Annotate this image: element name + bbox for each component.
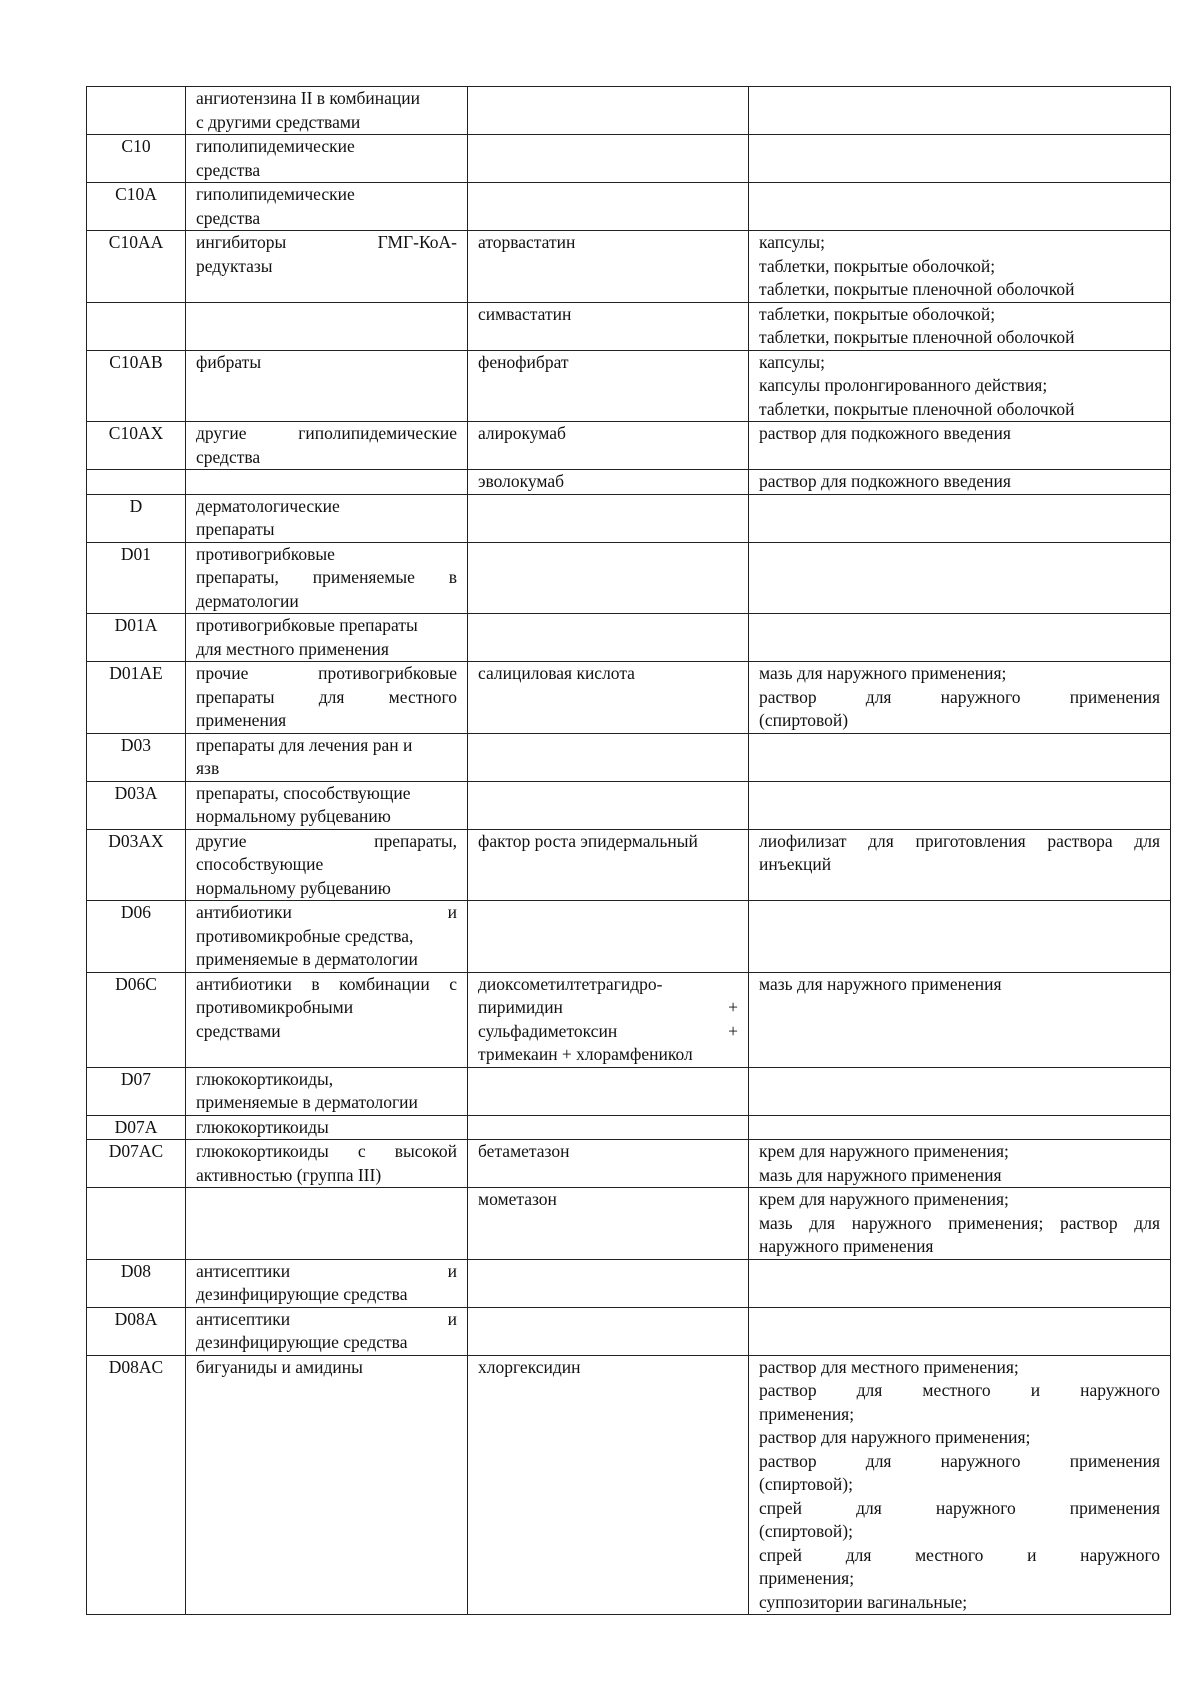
dosage-forms-line: капсулы пролонгированного действия; [759,375,1048,395]
group-name-cell [186,662,468,734]
atc-code-cell: D07AC [87,1140,186,1188]
substance-line: эволокумаб [478,471,565,491]
substance-cell [468,1188,749,1260]
atc-code-cell [87,470,186,495]
dosage-forms-line: раствор для подкожного введения [759,471,1011,491]
dosage-forms-cell [749,1307,1171,1355]
group-name-line: активностью (группа III) [196,1164,382,1185]
substance-line: тримекаин + хлорамфеникол [478,1044,693,1064]
dosage-forms-line: суппозитории вагинальные; [759,1591,968,1612]
group-name-cell [186,1259,468,1307]
substance-cell [468,302,749,350]
table-body [87,87,1171,1615]
atc-code-cell: C10 [87,135,186,183]
dosage-forms-line: (спиртовой) [759,710,849,730]
substance-line: фактор роста эпидермальный [478,830,698,851]
substance-cell [468,662,749,734]
substance-line: диоксометилтетрагидро- [478,973,663,994]
substance-cell [468,1140,749,1188]
table-row [87,87,1171,135]
group-name-line: дезинфицирующие средства [196,1284,408,1304]
atc-code-cell [87,87,186,135]
table-row [87,470,1171,495]
dosage-forms-line: инъекций [759,854,832,874]
group-name-line: фибраты [196,351,262,372]
substance-cell [468,470,749,495]
group-name-cell [186,87,468,135]
group-name-line: гиполипидемические [196,136,355,156]
dosage-forms-cell [749,614,1171,662]
substance-line: пиримидин + [478,997,738,1017]
table-row [87,183,1171,231]
group-name-cell [186,350,468,422]
table-row [87,662,1171,734]
atc-code-cell: D08 [87,1259,186,1307]
group-name-line: противогрибковые препараты [196,615,418,635]
substance-cell [468,350,749,422]
group-name-cell [186,1307,468,1355]
group-name-line: ингибиторы ГМГ-КоА- [196,232,457,252]
substance-line: салициловая кислота [478,663,635,683]
group-name-line: прочие противогрибковые [196,663,457,683]
dosage-forms-line: раствор для наружного применения; [759,1427,1031,1447]
group-name-cell [186,1115,468,1140]
group-name-line: ангиотензина II в комбинации [196,88,421,108]
dosage-forms-line: лиофилизат для приготовления раствора для [759,830,1160,851]
group-name-cell [186,1140,468,1188]
group-name-line: другие гиполипидемические [196,423,457,443]
atc-code-cell: D08A [87,1307,186,1355]
group-name-line: препараты, способствующие [196,782,411,803]
table-row [87,1259,1171,1307]
dosage-forms-cell [749,733,1171,781]
group-name-line: дерматологические [196,495,340,516]
substance-line: аторвастатин [478,232,576,252]
dosage-forms-line: таблетки, покрытые оболочкой; [759,303,996,324]
group-name-line: применяемые в дерматологии [196,949,418,969]
substance-line: мометазон [478,1189,557,1209]
substance-line: фенофибрат [478,351,569,372]
substance-cell [468,972,749,1067]
dosage-forms-line: мазь для наружного применения; [759,663,1007,683]
group-name-line: противомикробные средства, [196,925,414,946]
group-name-line: для местного применения [196,638,389,659]
atc-code-cell: C10AA [87,231,186,303]
dosage-forms-cell [749,87,1171,135]
group-name-cell [186,422,468,470]
dosage-forms-line: таблетки, покрытые пленочной оболочкой [759,279,1075,299]
group-name-line: антибиотики и [196,902,457,922]
atc-code-cell: D03AX [87,829,186,901]
group-name-line: дезинфицирующие средства [196,1332,408,1352]
atc-code-cell: C10AX [87,422,186,470]
dosage-forms-line: (спиртовой); [759,1521,853,1541]
dosage-forms-line: капсулы; [759,351,826,372]
group-name-line: средства [196,446,261,467]
dosage-forms-cell [749,422,1171,470]
group-name-cell [186,901,468,973]
dosage-forms-cell [749,542,1171,614]
group-name-line: бигуаниды и амидины [196,1356,363,1377]
table-row [87,135,1171,183]
group-name-cell [186,494,468,542]
atc-code-cell: D06 [87,901,186,973]
dosage-forms-line: применения; [759,1403,855,1424]
substance-cell [468,1259,749,1307]
table-row [87,231,1171,303]
table-row [87,1067,1171,1115]
group-name-cell [186,781,468,829]
dosage-forms-line: мазь для наружного применения [759,1164,1002,1185]
group-name-line: противогрибковые [196,543,335,564]
dosage-forms-line: спрей для местного и наружного [759,1544,1160,1565]
group-name-line: язв [196,758,220,778]
group-name-line: средствами [196,1020,281,1041]
dosage-forms-line: таблетки, покрытые оболочкой; [759,255,996,276]
dosage-forms-cell [749,901,1171,973]
dosage-forms-line: таблетки, покрытые пленочной оболочкой [759,327,1075,347]
dosage-forms-cell [749,972,1171,1067]
substance-cell [468,494,749,542]
atc-code-cell: D08AC [87,1355,186,1615]
table-row [87,542,1171,614]
group-name-cell [186,614,468,662]
group-name-cell [186,302,468,350]
substance-cell [468,781,749,829]
dosage-forms-line: раствор для подкожного введения [759,423,1011,443]
substance-cell [468,422,749,470]
dosage-forms-cell [749,1115,1171,1140]
atc-code-cell [87,1188,186,1260]
group-name-cell [186,733,468,781]
group-name-line: глюкокортикоиды, [196,1068,334,1089]
group-name-line: антисептики и [196,1308,457,1329]
substance-line: алирокумаб [478,423,566,443]
substance-cell [468,231,749,303]
dosage-forms-cell [749,135,1171,183]
table-row [87,494,1171,542]
table-row [87,733,1171,781]
table-row [87,614,1171,662]
group-name-line: антибиотики в комбинации с [196,973,457,994]
atc-code-cell: D [87,494,186,542]
dosage-forms-line: крем для наружного применения; [759,1189,1009,1209]
dosage-forms-line: спрей для наружного применения [759,1497,1160,1518]
group-name-line: средства [196,159,261,180]
atc-code-cell: D03 [87,733,186,781]
atc-code-cell [87,302,186,350]
substance-cell [468,829,749,901]
dosage-forms-cell [749,1067,1171,1115]
dosage-forms-cell [749,494,1171,542]
substance-line: хлоргексидин [478,1356,581,1377]
dosage-forms-line: капсулы; [759,232,826,252]
table-row [87,1355,1171,1615]
table-row [87,1115,1171,1140]
substance-cell [468,733,749,781]
table-row [87,422,1171,470]
group-name-cell [186,542,468,614]
group-name-line: нормальному рубцеванию [196,806,391,826]
dosage-forms-cell [749,1188,1171,1260]
substance-line: бетаметазон [478,1141,570,1161]
table-row [87,1140,1171,1188]
dosage-forms-cell [749,350,1171,422]
dosage-forms-line: применения; [759,1568,855,1588]
drug-classification-table [86,86,1171,1615]
group-name-cell [186,1188,468,1260]
table-row [87,781,1171,829]
group-name-line: препараты [196,519,275,539]
substance-cell [468,135,749,183]
atc-code-cell: D01AE [87,662,186,734]
substance-cell [468,614,749,662]
substance-cell [468,183,749,231]
dosage-forms-cell [749,1140,1171,1188]
substance-line: сульфадиметоксин + [478,1020,738,1041]
group-name-line: способствующие [196,854,324,874]
group-name-line: применяемые в дерматологии [196,1092,418,1112]
group-name-line: глюкокортикоиды с высокой [196,1141,457,1161]
dosage-forms-line: раствор для местного применения; [759,1356,1019,1377]
table-row [87,350,1171,422]
atc-code-cell: C10AB [87,350,186,422]
substance-cell [468,542,749,614]
dosage-forms-line: раствор для наружного применения [759,686,1160,707]
group-name-line: антисептики и [196,1260,457,1281]
group-name-cell [186,135,468,183]
atc-code-cell: C10A [87,183,186,231]
group-name-cell [186,829,468,901]
group-name-line: гиполипидемические [196,184,355,204]
group-name-line: дерматологии [196,590,299,611]
group-name-cell [186,1067,468,1115]
dosage-forms-cell [749,781,1171,829]
group-name-line: противомикробными [196,997,354,1017]
substance-cell [468,1307,749,1355]
dosage-forms-cell [749,662,1171,734]
dosage-forms-cell [749,470,1171,495]
table-row [87,829,1171,901]
substance-cell [468,87,749,135]
dosage-forms-line: (спиртовой); [759,1474,853,1494]
group-name-line: с другими средствами [196,111,361,132]
dosage-forms-line: крем для наружного применения; [759,1141,1009,1161]
dosage-forms-line: наружного применения [759,1236,934,1256]
substance-line: симвастатин [478,303,572,324]
atc-code-cell: D03A [87,781,186,829]
dosage-forms-cell [749,302,1171,350]
atc-code-cell: D01A [87,614,186,662]
dosage-forms-line: раствор для наружного применения [759,1450,1160,1471]
table-row [87,972,1171,1067]
dosage-forms-line: таблетки, покрытые пленочной оболочкой [759,398,1075,419]
dosage-forms-cell [749,231,1171,303]
group-name-line: другие препараты, [196,830,457,851]
dosage-forms-cell [749,1259,1171,1307]
group-name-cell [186,231,468,303]
dosage-forms-line: мазь для наружного применения [759,973,1002,994]
dosage-forms-cell [749,183,1171,231]
table-row [87,1188,1171,1260]
atc-code-cell: D07 [87,1067,186,1115]
group-name-cell [186,183,468,231]
dosage-forms-cell [749,1355,1171,1615]
group-name-line: препараты для местного [196,686,457,707]
atc-code-cell: D07A [87,1115,186,1140]
substance-cell [468,901,749,973]
substance-cell [468,1115,749,1140]
group-name-cell [186,972,468,1067]
dosage-forms-cell [749,829,1171,901]
group-name-line: нормальному рубцеванию [196,877,391,898]
group-name-line: глюкокортикоиды [196,1116,329,1137]
atc-code-cell: D01 [87,542,186,614]
group-name-line: применения [196,710,287,730]
group-name-cell [186,470,468,495]
group-name-cell [186,1355,468,1615]
table-row [87,302,1171,350]
dosage-forms-line: раствор для местного и наружного [759,1380,1160,1400]
substance-cell [468,1067,749,1115]
substance-cell [468,1355,749,1615]
group-name-line: препараты для лечения ран и [196,734,413,755]
group-name-line: средства [196,207,261,228]
dosage-forms-line: мазь для наружного применения; раствор для [759,1212,1160,1233]
group-name-line: препараты, применяемые в [196,567,457,587]
table-row [87,1307,1171,1355]
group-name-line: редуктазы [196,255,273,276]
atc-code-cell: D06C [87,972,186,1067]
table-row [87,901,1171,973]
